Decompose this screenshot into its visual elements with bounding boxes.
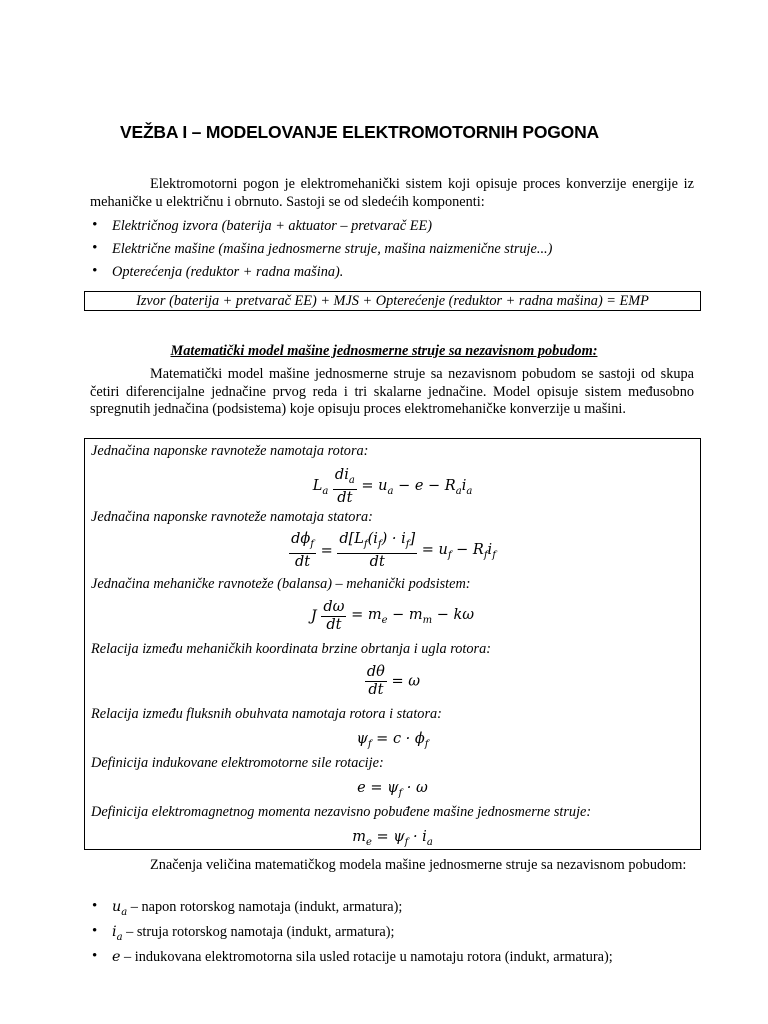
meanings-paragraph: Značenja veličina matematičkog modela mašine jednosmerne struje sa nezavisnom pobudom: <box>150 857 687 873</box>
intro-paragraph: Elektromotorni pogon je elektromehanički sistem koji opisuje proces konverzije energije iz mehaničke u električnu i obrnuto. Sastoji se od sledećih komponenti: <box>90 176 694 210</box>
list-item <box>90 924 700 943</box>
list-item: • Električnog izvora (baterija + aktuator – pretvarač EE) <box>90 218 700 235</box>
torque-equation: $m_e = \psi_f \cdot i_a$ <box>352 829 433 848</box>
stator-voltage-equation: $\frac{d\phi_f}{dt}$ = $\frac{d[L_f(i_f) \cdot i_f]}{dt}$ = $u_f - R_fi_f$ <box>291 531 496 570</box>
component-list <box>90 218 700 281</box>
equation-label: Jednačina naponske ravnoteže namotaja statora: <box>91 509 373 525</box>
rotor-voltage-equation: $L_a$ $\frac{di_a}{dt}$ = $u_a - e - R_ai_a$ <box>312 467 473 506</box>
equation-label: Definicija indukovane elektromotorne sile rotacije: <box>91 755 384 771</box>
meanings-list <box>90 899 700 966</box>
symbol-ua: $u_a$ <box>112 899 128 918</box>
list-item: • Opterećenja (reduktor + radna mašina). <box>90 264 700 281</box>
mechanical-equation: J $\frac{d\omega}{dt}$ = $m_e - m_m - k\omega$ <box>310 599 475 633</box>
item-desc: – struja rotorskog namotaja (indukt, armatura); <box>122 923 395 940</box>
model-paragraph: Matematički model mašine jednosmerne struje sa nezavisnom pobudom se sastoji od skupa četiri diferencijalne jednačine prvog reda i tri skalarne jednačine. Model opisuje sistem međusobno spregnutih jednačina (podsistema) koje opisuju proces elektromehaničke konverzije u mašini. <box>90 366 694 417</box>
equation-label: Definicija elektromagnetnog momenta nezavisno pobuđene mašine jednosmerne struje: <box>91 804 592 820</box>
equation-label: Relacija između fluksnih obuhvata namotaja rotora i statora: <box>91 706 442 722</box>
emp-formula-box: Izvor (baterija + pretvarač EE) + MJS + Opterećenje (reduktor + radna mašina) = EMP <box>84 291 701 311</box>
equation-label: Jednačina naponske ravnoteže namotaja rotora: <box>91 443 369 459</box>
equations-box <box>84 438 701 850</box>
symbol-ia: $i_a$ <box>112 923 123 943</box>
equation-label: Jednačina mehaničke ravnoteže (balansa) – mehanički podsistem: <box>91 576 471 592</box>
list-item <box>90 949 700 966</box>
item-desc: – indukovana elektromotorna sila usled rotacije u namotaju rotora (indukt, armatura); <box>120 948 613 965</box>
list-item: • Električne mašine (mašina jednosmerne struje, mašina naizmenične struje...) <box>90 241 700 258</box>
section-heading: Matematički model mašine jednosmerne struje sa nezavisnom pobudom: <box>170 343 598 359</box>
angle-speed-equation: $\frac{d\theta}{dt}$ = ω <box>366 664 421 698</box>
emf-equation: $e = \psi_f \cdot \omega$ <box>357 780 428 799</box>
flux-equation: $\psi_f = c \cdot \phi_f$ <box>356 731 429 750</box>
page-title: VEŽBA I – MODELOVANJE ELEKTROMOTORNIH POGONA <box>120 122 599 142</box>
equation-label: Relacija između mehaničkih koordinata brzine obrtanja i ugla rotora: <box>91 641 492 657</box>
item-desc: – napon rotorskog namotaja (indukt, armatura); <box>127 899 403 915</box>
list-item <box>90 899 700 918</box>
symbol-e: e <box>112 948 121 965</box>
